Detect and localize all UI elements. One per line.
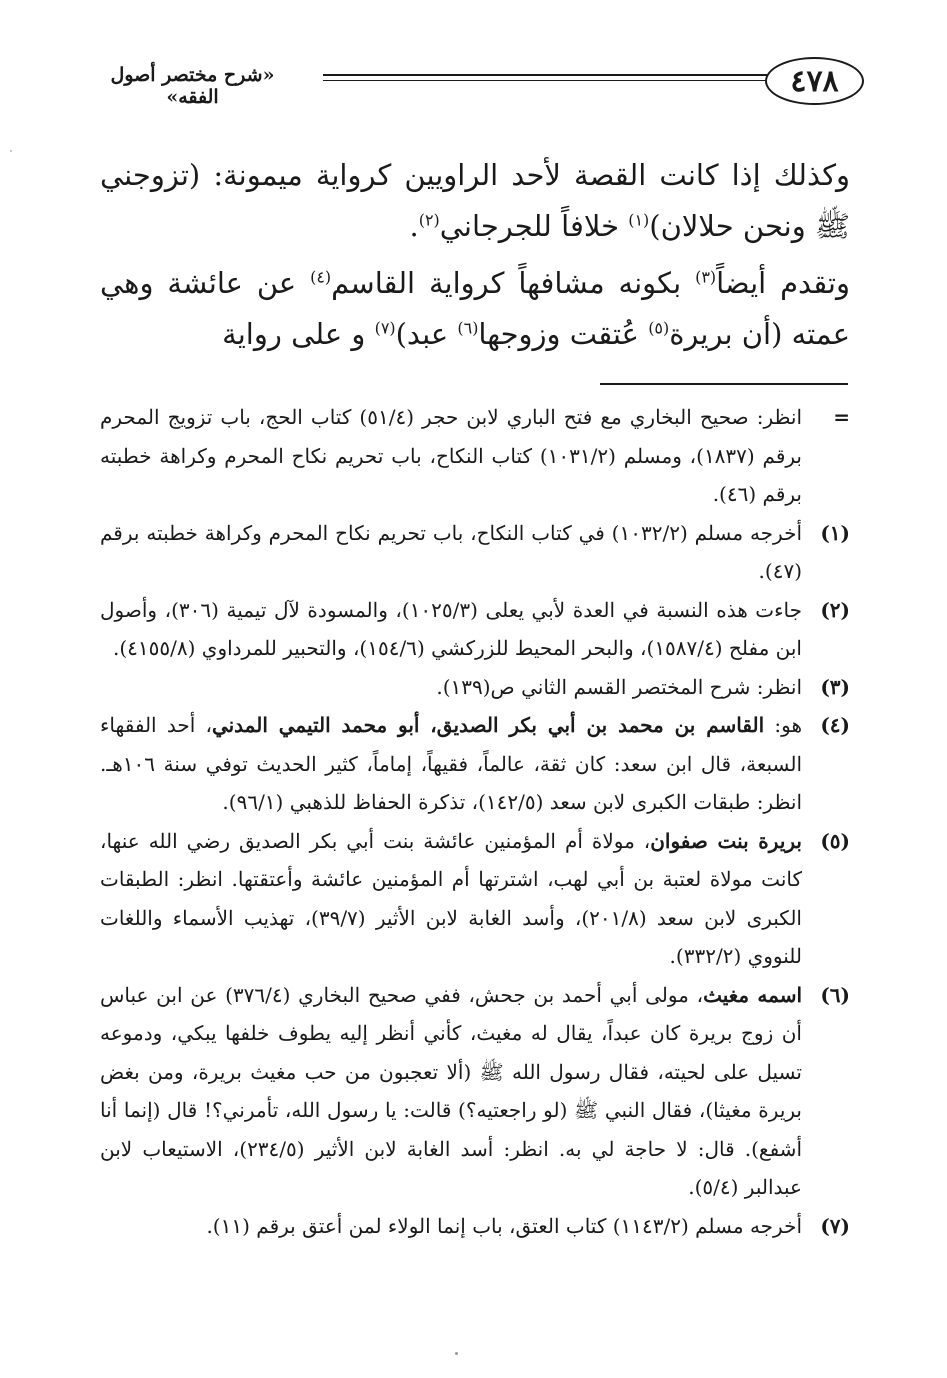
footnote xyxy=(100,591,850,668)
footnote xyxy=(100,822,850,976)
footnote-number: (٣) xyxy=(820,674,850,699)
footnote-ref: (٥) xyxy=(648,318,670,338)
paragraph xyxy=(100,258,850,360)
scan-speck xyxy=(10,150,12,152)
header-rule xyxy=(323,74,768,76)
footnote-text: ، أحد الفقهاء السبعة، قال ابن سعد: كان ثقة، عالماً، فقيهاً، إماماً، كثير الحديث توفي سنة ١٠٦هـ. انظر: طبقات الكبرى لابن سعد (١٤٢/٥)، تذكرة الحفاظ للذهبي (٩٦/١). xyxy=(100,713,802,814)
footnote-prefix: هو: xyxy=(764,713,802,737)
text-segment: . xyxy=(409,209,419,243)
header-rule xyxy=(323,80,768,81)
footnote-person-name: اسمه مغيث xyxy=(703,982,803,1007)
footnote-number: (٧) xyxy=(820,1213,850,1238)
running-title: «شرح مختصر أصول الفقه» xyxy=(110,64,275,108)
footnote-number: (١) xyxy=(820,520,850,545)
text-segment: وكذلك إذا كانت القصة لأحد الراويين كرواية ميمونة: xyxy=(213,158,851,192)
footnote-ref: (١) xyxy=(628,210,650,230)
footnote-text: ، مولى أبي أحمد بن جحش، ففي صحيح البخاري (٣٧٦/٤) عن ابن عباس أن زوج بريرة كان عبداً، يقال له مغيث، كأني أنظر إليه يطوف خلفها يبكي، ودموعه تسيل على لحيته، فقال رسول الله ﷺ (ألا تعجبون من حب مغيث بريرة، ومن بغض بريرة مغيثا)، فقال النبي ﷺ (لو راجعتيه؟) قالت: يا رسول الله، تأمرني؟! قال (إنما أنا أشفع). قال: لا حاجة لي به. انظر: أسد الغابة لابن الأثير (٢٣٤/٥)، الاستيعاب لابن عبدالبر (٥/٤). xyxy=(100,982,802,1199)
paragraph xyxy=(100,150,850,252)
footnote-ref: (٤) xyxy=(310,267,332,287)
footnote-text: انظر: صحيح البخاري مع فتح الباري لابن حجر (٥١/٤) كتاب الحج، باب تزويج المحرم برقم (١٨٣٧)، ومسلم (١٠٣١/٢) كتاب النكاح، باب تحريم نكاح المحرم وكراهة خطبته برقم (٤٦). xyxy=(100,405,803,506)
footnote-text: جاءت هذه النسبة في العدة لأبي يعلى (١٠٢٥/٣)، والمسودة لآل تيمية (٣٠٦)، وأصول ابن مفلح (١٥٨٧/٤)، والبحر المحيط للزركشي (١٥٤/٦)، والتحبير للمرداوي (٤١٥٥/٨). xyxy=(100,597,802,660)
footnote-number: (٤) xyxy=(820,713,850,737)
footnote-ref: (٦) xyxy=(457,318,479,338)
footnote-person-name: القاسم بن محمد بن أبي بكر الصديق، أبو محمد التيمي المدني xyxy=(211,713,765,737)
footnote xyxy=(100,514,850,591)
text-segment: بكونه مشافهاً كرواية القاسم xyxy=(331,266,696,300)
footnote-text: انظر: شرح المختصر القسم الثاني ص(١٣٩). xyxy=(436,674,802,699)
main-text xyxy=(100,150,850,360)
text-segment: عن عائشة وهي عمته (أن بريرة xyxy=(100,266,850,351)
footnote-person-name: بريرة بنت صفوان xyxy=(650,828,802,853)
footnote xyxy=(100,668,850,707)
footnote-text: أخرجه مسلم (١٠٣٢/٢) في كتاب النكاح، باب تحريم نكاح المحرم وكراهة خطبته برقم (٤٧). xyxy=(100,520,803,583)
footnote xyxy=(100,398,850,514)
page-number: ٤٧٨ xyxy=(765,57,864,105)
text-segment: وتقدم أيضاً xyxy=(716,266,851,300)
footnote xyxy=(100,976,850,1207)
footnote-text: ، مولاة أم المؤمنين عائشة بنت أبي بكر الصديق رضي الله عنها، كانت مولاة لعتبة بن أبي لهب، اشترتها أم المؤمنين عائشة وأعتقتها. انظر: الطبقات الكبرى لابن سعد (٢٠١/٨)، وأسد الغابة لابن الأثير (٣٩/٧)، تهذيب الأسماء واللغات للنووي (٣٣٢/٢). xyxy=(100,828,802,968)
text-segment: خلافاً للجرجاني xyxy=(439,209,629,243)
text-segment: عُتقت وزوجها xyxy=(478,317,649,351)
footnote-body xyxy=(100,976,802,1207)
footnote-ref: (٣) xyxy=(695,267,717,287)
text-segment: عبد) xyxy=(395,317,458,351)
scan-speck xyxy=(455,1352,458,1355)
footnote-ref: (٧) xyxy=(374,318,396,338)
footnote xyxy=(100,706,850,822)
footnote-number: (٦) xyxy=(820,982,850,1007)
text-segment: (تزوجني ﷺ ونحن حلالان) xyxy=(100,158,850,243)
footnote xyxy=(100,1207,850,1246)
footnote-text: أخرجه مسلم (١١٤٣/٢) كتاب العتق، باب إنما الولاء لمن أعتق برقم (١١). xyxy=(206,1213,802,1238)
footnote-body xyxy=(100,822,802,976)
footnote-body xyxy=(100,706,802,822)
footnotes xyxy=(100,398,850,1245)
footnote-number: (٢) xyxy=(820,597,850,622)
footnote-number: (٥) xyxy=(820,828,850,853)
text-segment: و على رواية xyxy=(222,317,375,351)
page-header xyxy=(85,52,855,107)
footnote-ref: (٢) xyxy=(418,210,440,230)
footnote-separator xyxy=(600,383,848,385)
footnote-number: = xyxy=(833,405,850,429)
